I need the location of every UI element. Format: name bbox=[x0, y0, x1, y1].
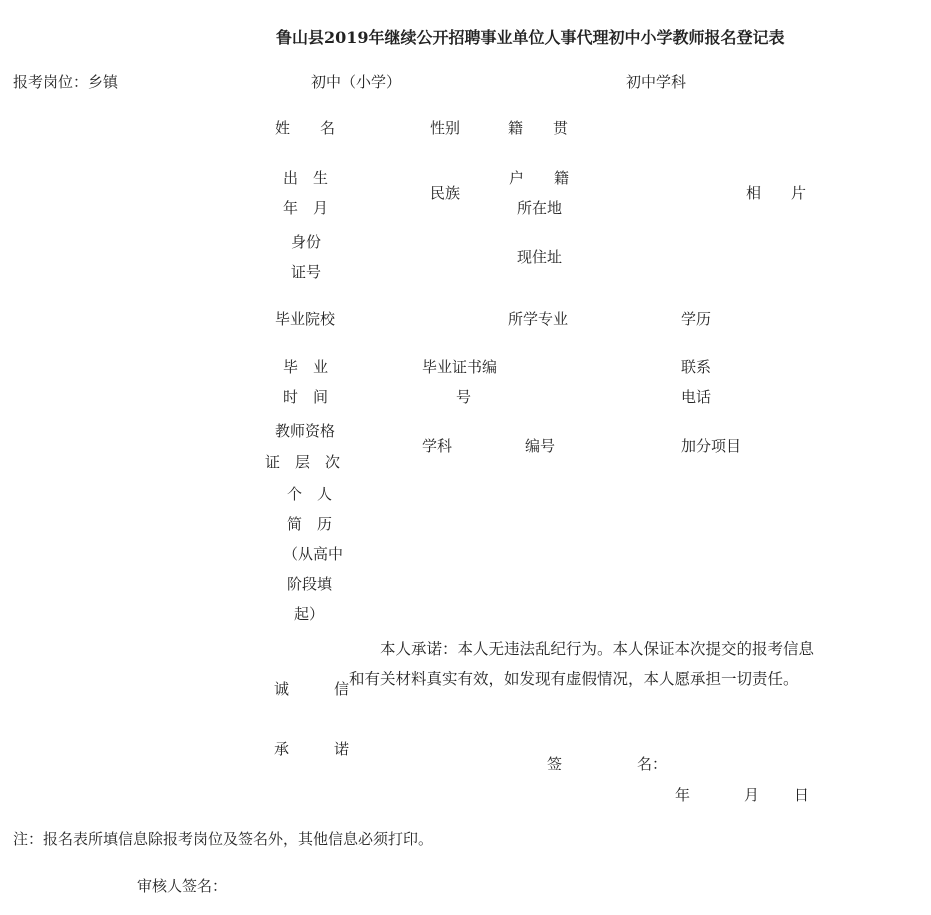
teacher-cert-label-line2: 证 层 次 bbox=[265, 453, 341, 471]
resume-label-line5: 起） bbox=[294, 605, 325, 623]
school-label: 毕业院校 bbox=[275, 310, 336, 328]
education-label: 学历 bbox=[681, 310, 712, 328]
level-label: 初中（小学） bbox=[311, 73, 402, 91]
footer-note: 注：报名表所填信息除报考岗位及签名外，其他信息必须打印。 bbox=[13, 830, 434, 848]
photo-label: 相 片 bbox=[746, 184, 807, 202]
contact-label-line1: 联系 bbox=[681, 358, 712, 376]
birth-label-line2: 年 月 bbox=[283, 199, 329, 217]
date-day: 日 bbox=[794, 786, 810, 804]
resume-label-line3: （从高中 bbox=[283, 545, 344, 563]
honesty-label-line1: 诚 信 bbox=[274, 680, 350, 698]
date-month: 月 bbox=[744, 786, 760, 804]
resume-label-line4: 阶段填 bbox=[287, 575, 333, 593]
bonus-label: 加分项目 bbox=[681, 437, 742, 455]
cert-number-label-line1: 毕业证书编 bbox=[422, 358, 498, 376]
resume-label-line1: 个 人 bbox=[287, 485, 333, 503]
household-label-line2: 所在地 bbox=[517, 199, 563, 217]
gender-label: 性别 bbox=[430, 119, 461, 137]
graduation-label-line1: 毕 业 bbox=[283, 358, 329, 376]
id-label-line1: 身份 bbox=[291, 233, 322, 251]
teacher-cert-label-line1: 教师资格 bbox=[275, 422, 336, 440]
ethnicity-label: 民族 bbox=[430, 184, 461, 202]
pledge-text: 本人承诺：本人无违法乱纪行为。本人保证本次提交的报考信息和有关材料真实有效，如发现有虚假情况，本人愿承担一切责任。 bbox=[349, 640, 815, 688]
teacher-number-label: 编号 bbox=[525, 437, 556, 455]
birth-label-line1: 出 生 bbox=[283, 169, 329, 187]
teacher-subject-label: 学科 bbox=[422, 437, 453, 455]
page-title: 鲁山县2019年继续公开招聘事业单位人事代理初中小学教师报名登记表 bbox=[276, 28, 785, 47]
reviewer-signature-label: 审核人签名： bbox=[137, 877, 228, 895]
signature-label: 签 名： bbox=[547, 755, 668, 773]
contact-label-line2: 电话 bbox=[681, 388, 712, 406]
address-label: 现住址 bbox=[517, 248, 563, 266]
household-label-line1: 户 籍 bbox=[509, 169, 570, 187]
graduation-label-line2: 时 间 bbox=[283, 388, 329, 406]
position-label: 报考岗位：乡镇 bbox=[13, 73, 119, 91]
subject-label: 初中学科 bbox=[626, 73, 687, 91]
native-place-label: 籍 贯 bbox=[508, 119, 569, 137]
date-year: 年 bbox=[675, 786, 691, 804]
name-label: 姓 名 bbox=[275, 119, 336, 137]
honesty-label-line2: 承 诺 bbox=[274, 740, 350, 758]
major-label: 所学专业 bbox=[508, 310, 569, 328]
cert-number-label-line2: 号 bbox=[456, 388, 472, 406]
id-label-line2: 证号 bbox=[291, 263, 322, 281]
resume-label-line2: 简 历 bbox=[287, 515, 333, 533]
